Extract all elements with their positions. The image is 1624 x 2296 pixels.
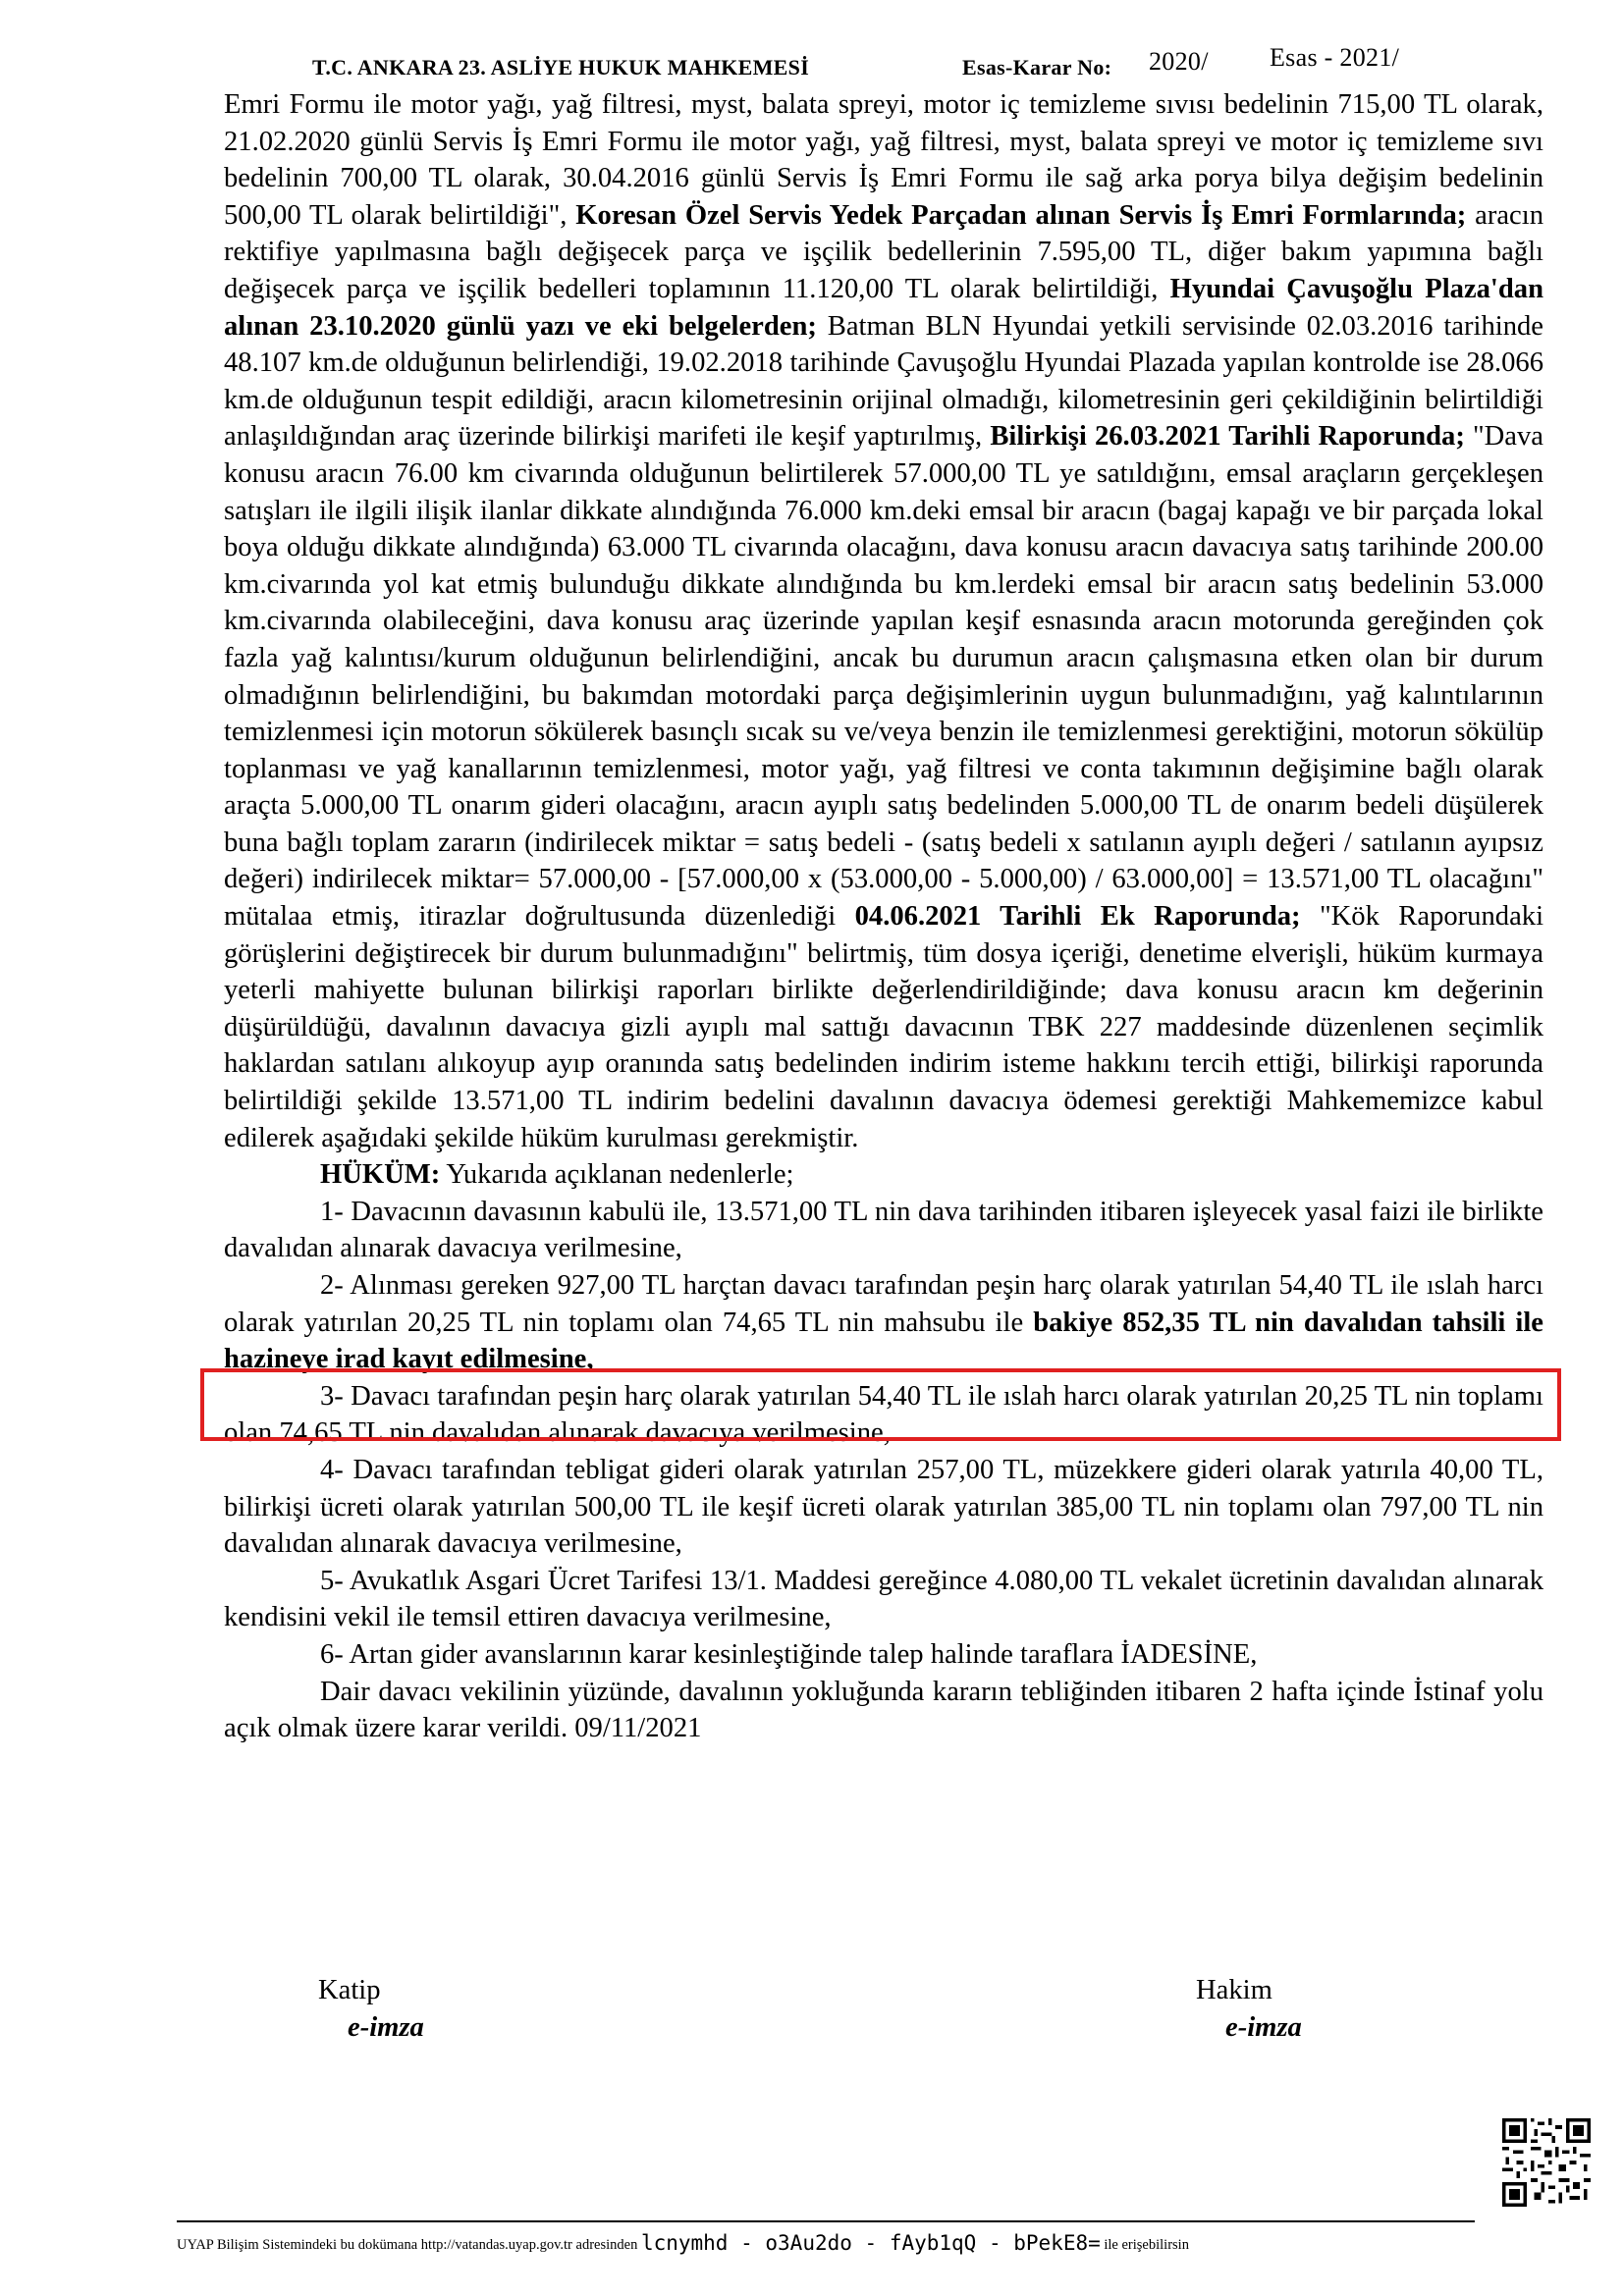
text-span: 2- Alınması gereken 927,00 TL harçtan davacı tarafından peşin harç olarak yatırılan 54,40 TL ile ıslah harcı olarak yatırılan 20,25 TL nin toplamı olan 74,65 TL nin mahsubu ile [224, 1270, 1543, 1338]
bold-span: Koresan Özel Servis Yedek Parçadan alınan Servis İş Emri Formlarında; [575, 199, 1467, 231]
text-span: Emri Formu ile motor yağı, yağ filtresi, myst, balata spreyi, motor iç temizleme sıvısı bedelinin 715,00 TL olarak, 21.02.2020 günlü Servis İş Emri Formu ile motor yağı, yağ filtresi, myst, balata spreyi ve motor iç temizleme sıvı bedelinin 700,00 TL olarak, 30.04.2016 günlü Servis İş Emri Formu ile sağ arka porya bilya değişim bedelinin 500,00 TL olarak belirtildiği", [224, 89, 1543, 231]
text-span: aracın rektifiye yapılmasına bağlı değişecek parça ve işçilik bedellerinin 7.595,00 TL, diğer bakım yapımına bağlı değişecek parça ve işçilik bedelleri toplamının 11.120,00 TL olarak belirtildiği, [224, 199, 1543, 304]
text-span: Batman BLN Hyundai yetkili servisinde 02.03.2016 tarihinde 48.107 km.de olduğunun belirlendiği, 19.02.2018 tarihinde Çavuşoğlu Hyundai Plazada yapılan kontrolde ise 28.066 km.de olduğunun tespit edildiği, aracın kilometresinin orijinal olmadığı, kilometresinin geri çekildiğinin belirtildiği anlaşıldığından araç üzerinde bilirkişi marifeti ile keşif yaptırılmış, [224, 310, 1543, 453]
judge-e-signature: e-imza [1225, 2012, 1302, 2043]
court-name: T.C. ANKARA 23. ASLİYE HUKUK MAHKEMESİ [312, 55, 810, 80]
text-span: Yukarıda açıklanan nedenlerle; [440, 1159, 794, 1191]
qr-code-icon [1502, 2118, 1591, 2207]
verdict-item-5: 5- Avukatlık Asgari Ücret Tarifesi 13/1. Maddesi gereğince 4.080,00 TL vekalet ücretinin davalıdan alınarak kendisini vekil ile temsil ettiren davacıya verilmesine, [224, 1565, 1543, 1633]
clerk-e-signature: e-imza [348, 2012, 424, 2043]
verdict-item-2 [224, 1267, 1543, 1378]
reasoning-paragraph [224, 86, 1543, 1156]
closing-paragraph: Dair davacı vekilinin yüzünde, davalının yokluğunda kararın tebliğinden itibaren 2 hafta içinde İstinaf yolu açık olmak üzere karar verildi. 09/11/2021 [224, 1676, 1543, 1744]
verification-code: lcnymhd - o3Au2do - fAyb1qQ - bPekE8= [640, 2231, 1101, 2255]
verdict-item-6: 6- Artan gider avanslarının karar kesinleştiğinde talep halinde taraflara İADESİNE, [320, 1638, 1258, 1670]
bold-span: Hyundai Çavuşoğlu Plaza'dan alınan 23.10.2020 günlü yazı ve eki belgelerden; [224, 273, 1543, 342]
document-header [312, 43, 1451, 86]
text-span: "Dava konusu aracın 76.00 km civarında olduğunun belirtilerek 57.000,00 TL ye satıldığını, emsal araçların gerçekleşen satışları ile ilgili ilişik ilanlar dikkate alındığında 76.000 km.deki emsal bir aracın (bagaj kapağı ve bir parçada lokal boya olduğu dikkate alındığında) 63.000 TL civarında olacağını, dava konusu aracın davacıya satış tarihinde 200.00 km.civarında yol kat etmiş bulunduğu dikkate alındığında bu km.lerdeki emsal bir aracın satış bedelinin 53.000 km.civarında olabileceğini, dava konusu araç üzerinde yapılan keşif esnasında aracın motorunda gereğinden çok fazla yağ kalıntısı/kurum olduğunun belirlendiğini, ancak bu durumun aracın çalışmasına etken olan bir durum olmadığının belirlendiğini, bu bakımdan motordaki parça değişimlerinin uygun bulunmadığını, yağ kalıntılarının temizlenmesi için motorun sökülerek basınçlı sıcak su ve/veya benzin ile temizlenmesi gerektiğini, motorun sökülüp toplanması ve yağ kanallarının temizlenmesi, motor yağı, yağ filtresi ve conta takımının değişimine bağlı olarak araçta 5.000,00 TL onarım gideri olacağını, aracın ayıplı satış bedelinden 5.000,00 TL de onarım bedeli düşülerek buna bağlı toplam zararın (indirilecek miktar = satış bedeli - (satış bedeli x satılanın ayıplı değeri / satılanın ayıpsız değeri) indirilecek miktar= 57.000,00 - [57.000,00 x (53.000,00 - 5.000,00) / 63.000,00] = 13.571,00 TL olacağını" mütalaa etmiş, itirazlar doğrultusunda düzenlediği [224, 421, 1543, 933]
text-span: "Kök Raporundaki görüşlerini değiştirecek bir durum bulunmadığını" belirtmiş, tüm dosya içeriği, denetime elverişli, hüküm kurmaya yeterli mahiyette bulunan bilirkişi raporları birlikte değerlendirildiğinde; dava konusu aracın km değerinin düşürüldüğü, davalının davacıya gizli ayıplı mal sattığı davacının TBK 227 maddesinde düzenlenen seçimlik haklardan satılanı alıkoyup ayıp oranında satış bedelinden indirim isteme hakkını tercih ettiği, bilirkişi raporunda belirtildiği şekilde 13.571,00 TL indirim bedelini davalının davacıya ödemesi gerektiği Mahkememizce kabul edilerek aşağıdaki şekilde hüküm kurulması gerekmiştir. [224, 901, 1544, 1153]
verdict-item-4: 4- Davacı tarafından tebligat gideri olarak yatırılan 257,00 TL, müzekkere gideri olarak yatırıla 40,00 TL, bilirkişi ücreti olarak yatırılan 500,00 TL ile keşif ücreti olarak yatırılan 385,00 TL nin toplamı olan 797,00 TL nin davalıdan alınarak davacıya verilmesine, [224, 1454, 1543, 1560]
clerk-role: Katip [318, 1975, 381, 2005]
verdict-item-1: 1- Davacının davasının kabulü ile, 13.571,00 TL nin dava tarihinden itibaren işleyecek yasal faizi ile birlikte davalıdan alınarak davacıya verilmesine, [224, 1196, 1543, 1264]
hukum-label: HÜKÜM: [320, 1159, 441, 1191]
judge-role: Hakim [1196, 1975, 1272, 2005]
esas-karar-label: Esas-Karar No: [962, 55, 1112, 80]
footer-prefix: UYAP Bilişim Sistemindeki bu dokümana http://vatandas.uyap.gov.tr adresinden [177, 2237, 638, 2253]
footer-divider [177, 2220, 1475, 2222]
clerk-signature [318, 1975, 424, 2044]
bold-span: Bilirkişi 26.03.2021 Tarihli Raporunda; [990, 421, 1465, 453]
document-body [224, 86, 1543, 1747]
esas-number-year: Esas - 2021/ [1270, 43, 1400, 72]
hukum-paragraph [224, 1156, 1543, 1194]
highlight-box [200, 1368, 1561, 1441]
bold-span: 04.06.2021 Tarihli Ek Raporunda; [854, 901, 1301, 933]
judge-signature [1196, 1975, 1302, 2044]
verdict-item-3: 3- Davacı tarafından peşin harç olarak yatırılan 54,40 TL ile ıslah harcı olarak yatırılan 20,25 TL nin toplamı olan 74,65 TL nin davalıdan alınarak davacıya verilmesine, [224, 1380, 1543, 1449]
verification-footer [177, 2228, 1571, 2260]
footer-suffix: ile erişebilirsin [1104, 2237, 1189, 2253]
bold-span: bakiye 852,35 TL nin davalıdan tahsili ile hazineye irad kayıt edilmesine, [224, 1307, 1543, 1375]
case-number-year: 2020/ [1149, 47, 1209, 76]
